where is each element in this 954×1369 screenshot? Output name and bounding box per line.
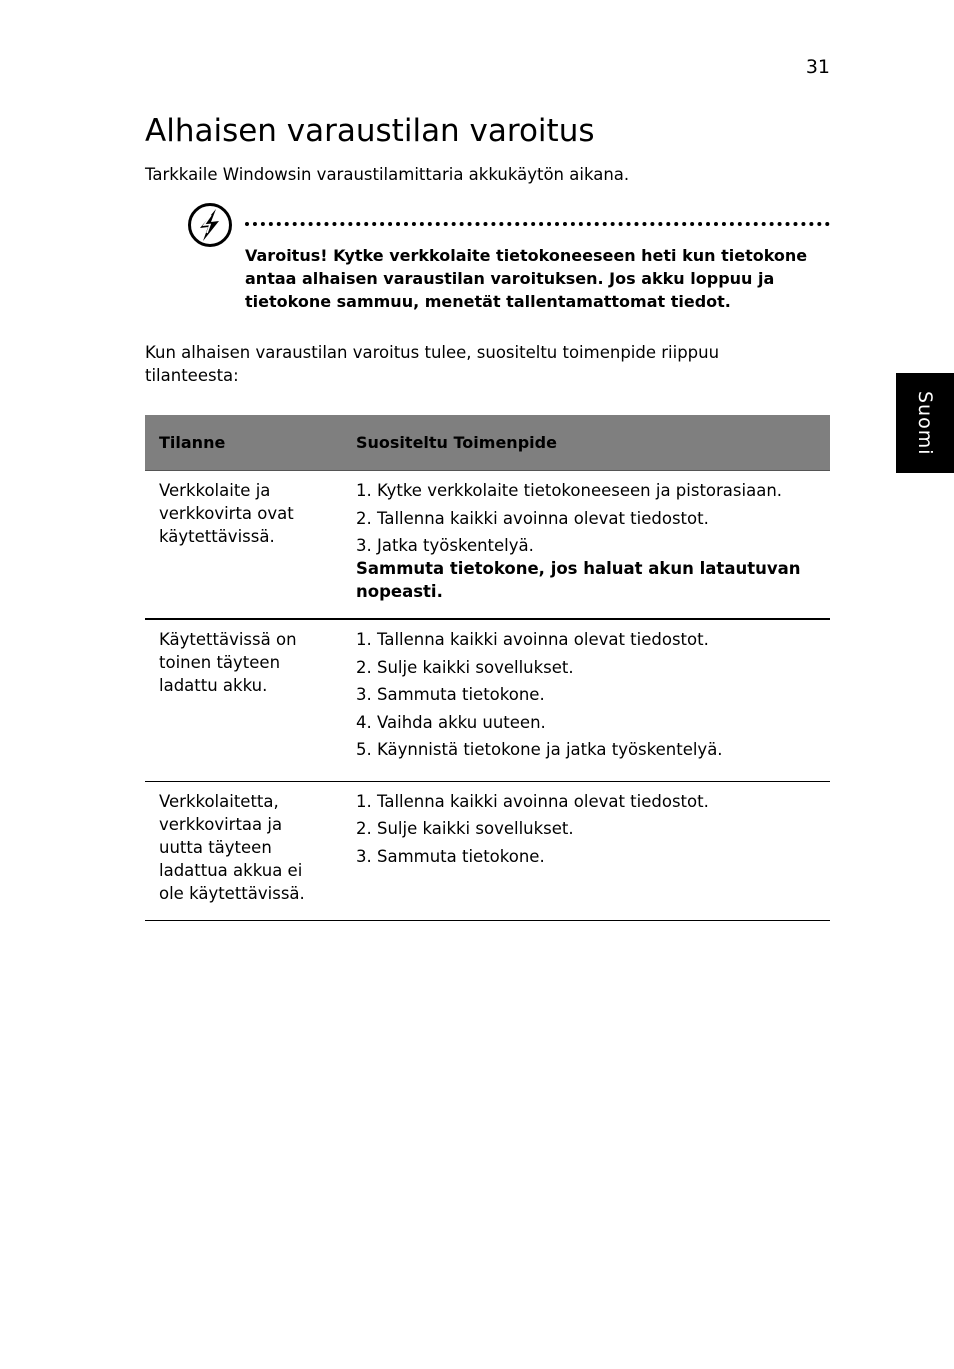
situation-line: Käytettävissä on: [159, 630, 297, 649]
situation-line: ladattu akku.: [159, 676, 268, 695]
step-item: 2. Sulje kaikki sovellukset.: [356, 819, 574, 838]
situation-line: verkkovirta ovat: [159, 504, 294, 523]
situation-line: uutta täyteen: [159, 837, 272, 857]
table-row: [145, 471, 830, 620]
page-number: 31: [805, 56, 830, 78]
side-tab-label: Suomi: [914, 390, 936, 456]
step-item: 4. Vaihda akku uuteen.: [356, 712, 546, 732]
lightning-warning-icon: [187, 202, 233, 248]
header-situation: Tilanne: [145, 415, 346, 471]
lead-line: tilanteesta:: [145, 366, 239, 385]
step-item: 1. Tallenna kaikki avoinna olevat tiedostot.: [356, 630, 709, 649]
situation-cell: [145, 781, 346, 920]
recommendation-note: [356, 557, 820, 603]
step-item: 1. Tallenna kaikki avoinna olevat tiedostot.: [356, 791, 709, 811]
table-row: [145, 619, 830, 781]
warning-line: tietokone sammuu, menetät tallentamattomat tiedot.: [245, 292, 731, 311]
situation-line: Verkkolaite ja: [159, 481, 271, 500]
situation-line: toinen täyteen: [159, 653, 281, 672]
language-side-tab: [896, 373, 954, 473]
situation-line: ladattua akkua ei: [159, 860, 303, 880]
steps-cell: [346, 471, 830, 620]
note-line: Sammuta tietokone, jos haluat akun latautuvan: [356, 559, 801, 578]
lead-line: Kun alhaisen varaustilan varoitus tulee, suositeltu toimenpide riippuu: [145, 343, 720, 362]
situation-line: verkkovirtaa ja: [159, 814, 283, 834]
note-line: nopeasti.: [356, 582, 443, 601]
step-item: 1. Kytke verkkolaite tietokoneeseen ja pistorasiaan.: [356, 481, 783, 500]
step-item: 3. Sammuta tietokone.: [356, 846, 545, 866]
situation-cell: [145, 471, 346, 620]
warning-line: antaa alhaisen varaustilan varoituksen. Jos akku loppuu ja: [245, 269, 775, 288]
situation-line: ole käytettävissä.: [159, 883, 305, 903]
table-header-row: [145, 415, 830, 471]
steps-cell: [346, 619, 830, 781]
step-item: 2. Sulje kaikki sovellukset.: [356, 657, 574, 677]
warning-text: [245, 244, 830, 313]
warning-line: Varoitus! Kytke verkkolaite tietokoneeseen heti kun tietokone: [245, 246, 808, 265]
table-row: [145, 781, 830, 920]
step-item: 2. Tallenna kaikki avoinna olevat tiedostot.: [356, 508, 709, 528]
lead-paragraph: [145, 341, 785, 387]
step-item: 3. Sammuta tietokone.: [356, 685, 545, 704]
situation-line: Verkkolaitetta,: [159, 791, 279, 811]
header-action: Suositeltu Toimenpide: [346, 415, 830, 471]
intro-text: Tarkkaile Windowsin varaustilamittaria akkukäytön aikana.: [145, 165, 630, 184]
situation-table: [145, 415, 830, 921]
warning-divider: [245, 222, 830, 226]
situation-cell: [145, 619, 346, 781]
situation-line: käytettävissä.: [159, 527, 275, 546]
steps-cell: [346, 781, 830, 920]
page-title: Alhaisen varaustilan varoitus: [145, 113, 595, 149]
step-item: 3. Jatka työskentelyä.: [356, 536, 534, 555]
step-item: 5. Käynnistä tietokone ja jatka työskentelyä.: [356, 740, 723, 759]
